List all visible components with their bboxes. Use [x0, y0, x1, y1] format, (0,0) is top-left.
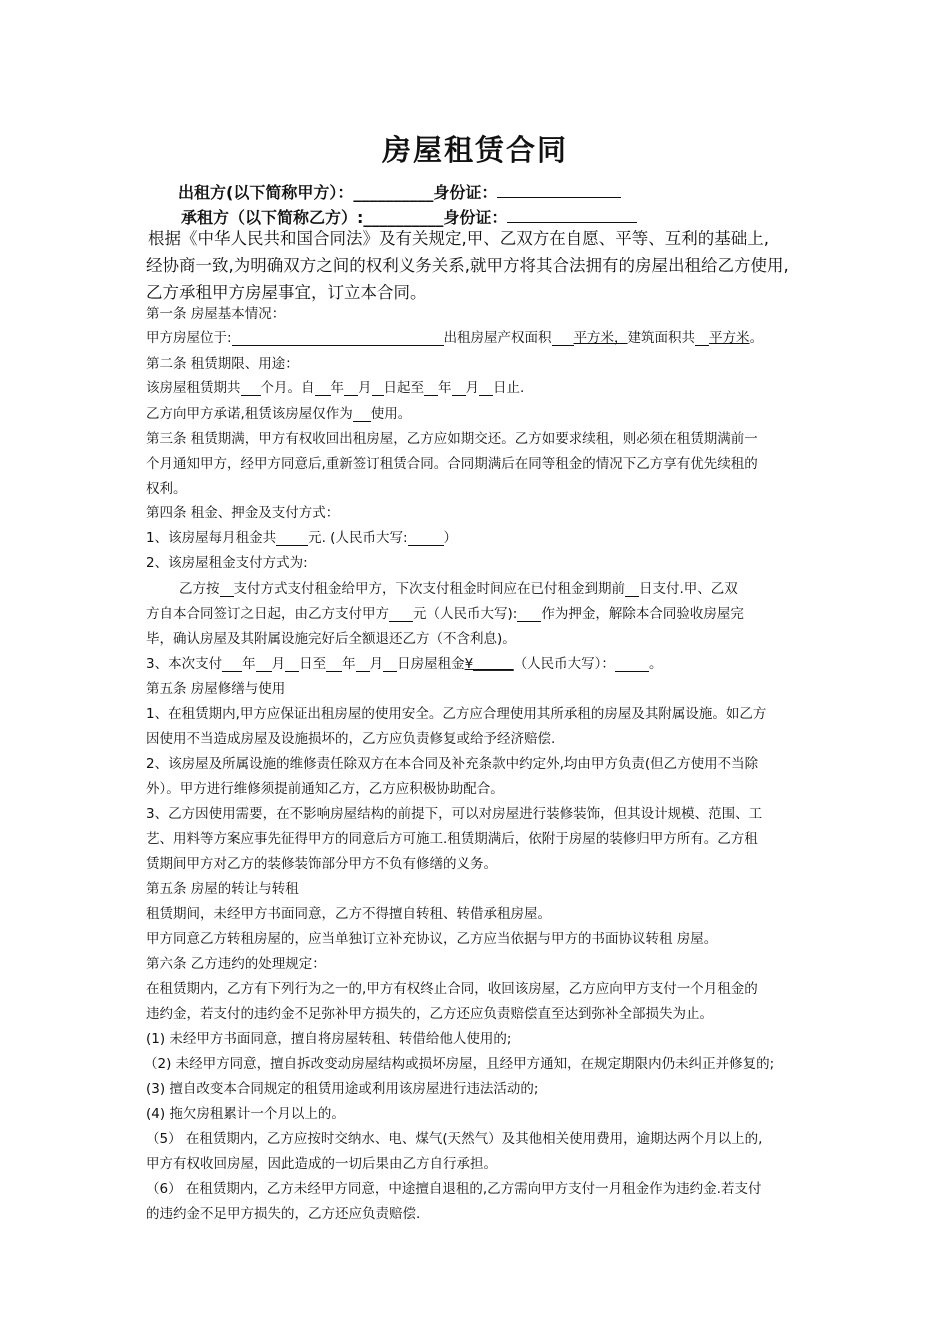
- text: 甲方房屋位于:: [146, 330, 232, 346]
- floor-area-blank: [695, 331, 709, 346]
- article-6-item: 的违约金不足甲方损失的，乙方还应负责赔偿.: [146, 1206, 421, 1222]
- text: 个月。自: [260, 380, 315, 396]
- article-5b-line: 租赁期间，未经甲方书面同意，乙方不得擅自转租、转借承租房屋。: [146, 906, 551, 922]
- lessor-name-blank: __________: [353, 183, 434, 202]
- blank: [356, 657, 370, 672]
- text: 日至: [299, 656, 327, 672]
- lessor-line: [178, 180, 621, 203]
- lessee-id-label: 身份证：: [443, 208, 508, 227]
- article-4-para: [179, 577, 738, 597]
- intro-line: 乙方承租甲方房屋事宜，订立本合同。: [146, 283, 427, 302]
- article-4-item-2: 2、该房屋租金支付方式为:: [146, 555, 308, 571]
- blank: [344, 381, 358, 396]
- blank: [220, 582, 234, 597]
- text: 该房屋租赁期共: [146, 380, 241, 396]
- article-4-title: 第四条 租金、押金及支付方式：: [146, 505, 340, 521]
- text: 日房屋租金: [397, 656, 465, 672]
- intro-line: 经协商一致,为明确双方之间的权利义务关系,就甲方将其合法拥有的房屋出租给乙方使用,: [146, 256, 789, 275]
- blank: [276, 531, 308, 546]
- article-6-item: (4) 拖欠房租累计一个月以上的。: [146, 1106, 345, 1122]
- article-6-item: （5） 在租赁期内，乙方应按时交纳水、电、煤气(天然气）及其他相关使用费用，逾期达两个月以上的,: [146, 1131, 763, 1147]
- article-2-line: [146, 376, 524, 396]
- text: 乙方按: [179, 581, 220, 597]
- text: 日止.: [493, 380, 525, 396]
- article-6-line: 违约金，若支付的违约金不足弥补甲方损失的，乙方还应负责赔偿直至达到弥补全部损失为止。: [146, 1006, 713, 1022]
- intro-paragraph: [146, 225, 810, 306]
- article-3-line: 第三条 租赁期满，甲方有权收回出租房屋，乙方应如期交还。乙方如要求续租，则必须在租赁期满前一: [146, 431, 758, 447]
- text: 平方米: [709, 330, 750, 346]
- article-5-line: 艺、用料等方案应事先征得甲方的同意后方可施工.租赁期满后，依附于房屋的装修归甲方所有。乙方租: [146, 831, 758, 847]
- article-6-item: 甲方有权收回房屋，因此造成的一切后果由乙方自行承担。: [146, 1156, 497, 1172]
- text: 月: [358, 380, 372, 396]
- blank: [452, 381, 466, 396]
- lessee-label: 承租方（以下简称乙方）:: [181, 208, 364, 227]
- text: 日支付.甲、乙双: [639, 581, 738, 597]
- article-6-item: （2) 未经甲方同意，擅自拆改变动房屋结构或损坏房屋，且经甲方通知，在规定期限内仍未纠正并修复的;: [144, 1056, 775, 1072]
- text: 元. (人民币大写:: [308, 530, 408, 546]
- text: 支付方式支付租金给甲方，下次支付租金时间应在已付租金到期前: [233, 581, 625, 597]
- text: 。: [648, 656, 663, 672]
- article-1-line: [146, 326, 763, 346]
- text: 月: [271, 656, 286, 672]
- text: 乙方向甲方承诺,租赁该房屋仅作为: [146, 406, 353, 422]
- article-5-line: 外）。甲方进行维修须提前通知乙方，乙方应积极协助配合。: [146, 781, 504, 797]
- article-6-item: (1) 未经甲方书面同意，擅自将房屋转租、转借给他人使用的;: [146, 1031, 512, 1047]
- article-6-item: (3) 擅自改变本合同规定的租赁用途或利用该房屋进行违法活动的;: [146, 1081, 539, 1097]
- blank: [479, 381, 493, 396]
- blank: [353, 407, 371, 422]
- text: 使用。: [370, 406, 412, 422]
- article-5b-title: 第五条 房屋的转让与转租: [146, 881, 299, 897]
- text: 年: [330, 380, 344, 396]
- blank: [285, 657, 299, 672]
- article-4-item-1: [146, 526, 457, 546]
- article-5-line: 3、乙方因使用需要，在不影响房屋结构的前提下，可以对房屋进行装修装饰，但其设计规模、范围、工: [146, 806, 763, 822]
- text: 平方米，: [573, 330, 628, 346]
- text: 年: [342, 656, 356, 672]
- text: ）: [443, 530, 457, 546]
- blank: [372, 381, 384, 396]
- text: 方自本合同签订之日起，由乙方支付甲方: [146, 606, 389, 622]
- blank: [517, 607, 541, 622]
- text: 年: [242, 656, 256, 672]
- article-3-line: 个月通知甲方，经甲方同意后,重新签订租赁合同。合同期满后在同等租金的情况下乙方享有优先续租的: [146, 456, 758, 472]
- article-4-para: [146, 602, 744, 622]
- lessee-id-blank: [507, 221, 637, 223]
- text: 1、该房屋每月租金共: [146, 530, 277, 546]
- lessee-name-blank: __________: [363, 208, 444, 227]
- article-6-item: （6） 在租赁期内，乙方未经甲方同意，中途擅自退租的,乙方需向甲方支付一月租金作为违约金.若支付: [146, 1181, 762, 1197]
- area-blank: [552, 331, 574, 346]
- blank: [241, 381, 261, 396]
- intro-line: 根据《中华人民共和国合同法》及有关规定,甲、乙双方在自愿、平等、互利的基础上,: [148, 229, 769, 248]
- text: 月: [369, 656, 384, 672]
- text: 日起至: [383, 380, 424, 396]
- document-title: 房屋租赁合同: [381, 133, 568, 167]
- article-5-line: 2、该房屋及所属设施的维修责任除双方在本合同及补充条款中约定外,均由甲方负责(但乙方使用不当除: [146, 756, 759, 772]
- article-3-line: 权利。: [146, 481, 187, 497]
- blank: [383, 657, 397, 672]
- article-5-line: 1、在租赁期内,甲方应保证出租房屋的使用安全。乙方应合理使用其所承租的房屋及其附属设施。如乙方: [146, 706, 767, 722]
- blank: [615, 657, 649, 672]
- lessor-id-label: 身份证：: [433, 183, 498, 202]
- text: 年: [438, 380, 452, 396]
- text: 元（人民币大写):: [413, 606, 518, 622]
- text: 3、本次支付: [146, 656, 223, 672]
- text: 建筑面积共: [627, 330, 696, 346]
- text: ¥______: [464, 656, 514, 672]
- article-6-title: 第六条 乙方违约的处理规定：: [146, 956, 326, 972]
- text: 。: [749, 330, 764, 346]
- article-4-item-3: [146, 652, 662, 672]
- article-5-title: 第五条 房屋修缮与使用: [146, 681, 286, 697]
- article-5b-line: 甲方同意乙方转租房屋的，应当单独订立补充协议，乙方应当依据与甲方的书面协议转租 房屋。: [146, 931, 718, 947]
- blank: [326, 657, 342, 672]
- blank: [389, 607, 413, 622]
- article-5-line: 赁期间甲方对乙方的装修装饰部分甲方不负有修缮的义务。: [146, 856, 497, 872]
- blank: [256, 657, 272, 672]
- blank: [625, 582, 639, 597]
- article-2-usage: [146, 402, 411, 422]
- text: 出租房屋产权面积: [443, 330, 552, 346]
- blank: [408, 531, 444, 546]
- text: 作为押金，解除本合同验收房屋完: [541, 606, 744, 622]
- blank: [315, 381, 331, 396]
- lessor-id-blank: [497, 196, 621, 198]
- article-4-para: 毕，确认房屋及其附属设施完好后全额退还乙方（不含利息)。: [146, 631, 516, 647]
- article-2-title: 第二条 租赁期限、用途：: [146, 356, 299, 372]
- text: （人民币大写）：: [513, 656, 615, 672]
- lessor-label: 出租方(以下简称甲方）：: [178, 183, 354, 202]
- blank: [222, 657, 242, 672]
- blank: [424, 381, 438, 396]
- article-1-title: 第一条 房屋基本情况：: [146, 306, 286, 322]
- article-6-line: 在租赁期内，乙方有下列行为之一的,甲方有权终止合同，收回该房屋，乙方应向甲方支付一个月租金的: [146, 981, 758, 997]
- article-5-line: 因使用不当造成房屋及设施损坏的，乙方应负责修复或给予经济赔偿.: [146, 731, 556, 747]
- address-blank: [232, 331, 444, 346]
- text: 月: [465, 380, 479, 396]
